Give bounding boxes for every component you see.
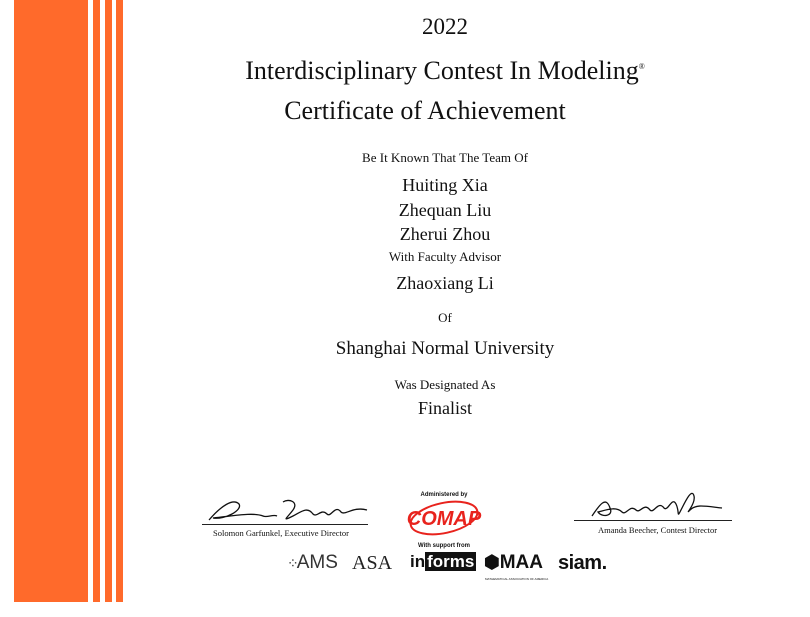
registered-mark: ® — [638, 62, 645, 71]
signature-line — [574, 520, 732, 521]
orange-stripe — [105, 0, 112, 602]
certificate-subtitle: Certificate of Achievement — [284, 96, 566, 125]
with-support-label: With support from — [418, 543, 470, 549]
siam-logo — [558, 552, 607, 575]
comap-logo-text: COMAP — [406, 508, 482, 530]
comap-wordmark — [404, 498, 484, 538]
advisor-label: With Faculty Advisor — [388, 249, 502, 264]
contest-title-text: Interdisciplinary Contest In Modeling — [245, 56, 639, 85]
ams-logo-text: AMS — [296, 552, 338, 573]
executive-director-caption: Solomon Garfunkel, Executive Director — [213, 528, 349, 538]
designated-label: Was Designated As — [394, 377, 496, 392]
institution-name: Shanghai Normal University — [335, 338, 555, 359]
asa-logo-text: ASA — [352, 552, 393, 574]
signature-line — [202, 524, 368, 525]
designation: Finalist — [417, 398, 472, 418]
contest-title — [120, 56, 770, 86]
contest-director-signature — [572, 486, 732, 524]
maa-logo: ⬢MAA — [484, 552, 543, 573]
orange-stripe — [116, 0, 123, 602]
comap-logo — [404, 492, 484, 549]
orange-stripe — [93, 0, 100, 602]
orange-border-band — [14, 0, 88, 602]
certificate-year: 2022 — [422, 14, 468, 39]
asa-logo — [352, 552, 392, 575]
advisor-name: Zhaoxiang Li — [396, 273, 494, 293]
maa-logo-text: MAA — [499, 552, 543, 573]
team-member: Huiting Xia — [402, 175, 488, 195]
of-label: Of — [438, 310, 452, 325]
administered-by-label: Administered by — [420, 492, 468, 498]
informs-prefix: in — [410, 552, 426, 571]
siam-logo-text: siam. — [558, 552, 607, 574]
ams-logo: ⁘AMS — [287, 552, 338, 573]
maa-tagline: MATHEMATICAL ASSOCIATION OF AMERICA — [485, 577, 549, 581]
executive-director-signature — [203, 494, 373, 528]
informs-box: forms — [427, 552, 475, 571]
informs-logo — [410, 552, 476, 572]
be-it-known-label: Be It Known That The Team Of — [362, 150, 528, 165]
contest-director-caption: Amanda Beecher, Contest Director — [598, 525, 718, 535]
team-member: Zherui Zhou — [399, 224, 491, 244]
team-member: Zhequan Liu — [398, 200, 492, 220]
